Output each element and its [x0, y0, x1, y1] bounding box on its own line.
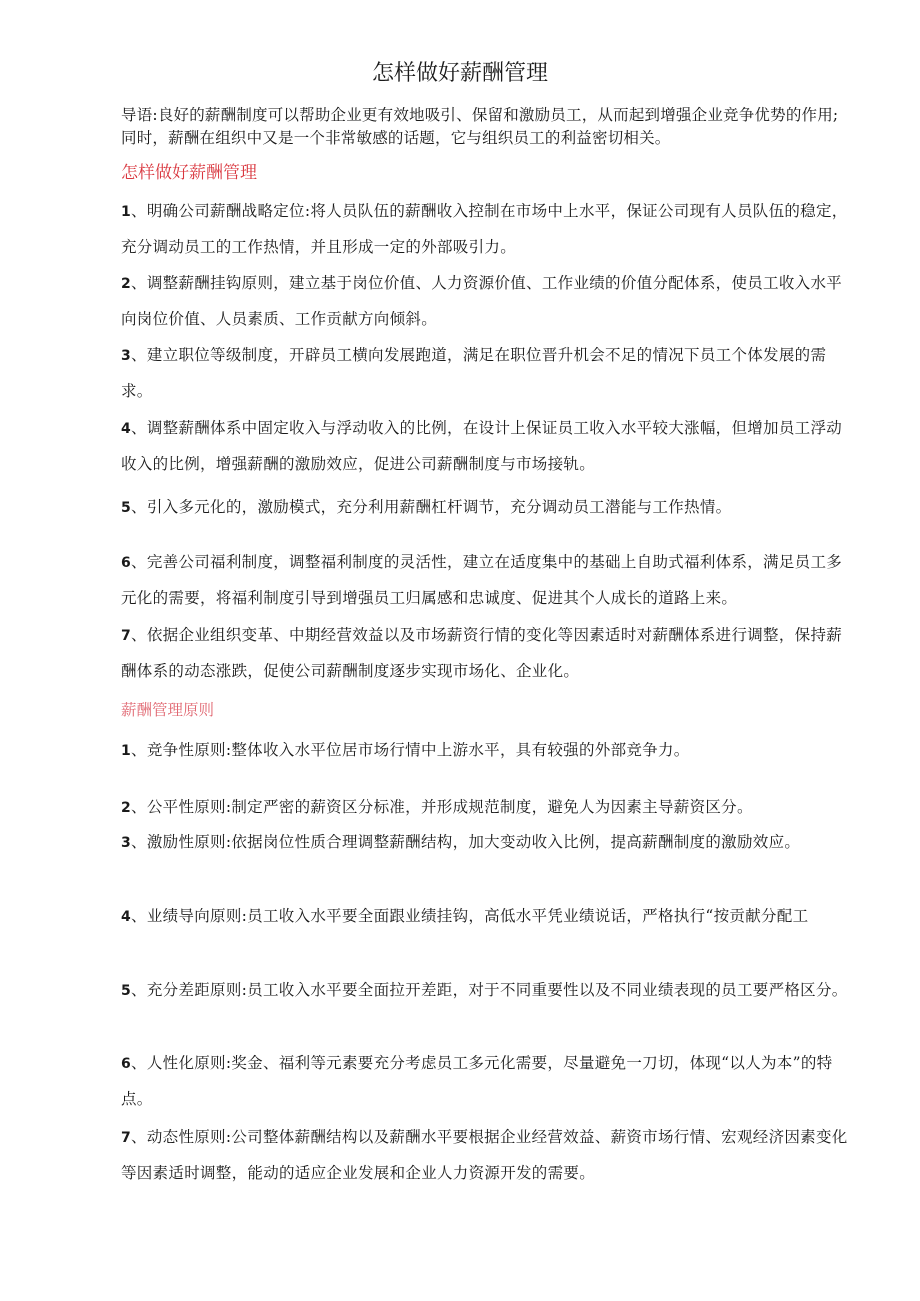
item-number: 1 — [121, 743, 132, 759]
list-item — [121, 338, 856, 409]
item-text: 、动态性原则:公司整体薪酬结构以及薪酬水平要根据企业经营效益、薪资市场行情、宏观经济因素变化等因素适时调整，能动的适应企业发展和企业人力资源开发的需要。 — [121, 1128, 848, 1182]
item-text: 、明确公司薪酬战略定位:将人员队伍的薪酬收入控制在市场中上水平，保证公司现有人员队伍的稳定，充分调动员工的工作热情，并且形成一定的外部吸引力。 — [121, 202, 848, 256]
item-text: 、调整薪酬挂钩原则，建立基于岗位价值、人力资源价值、工作业绩的价值分配体系，使员工收入水平向岗位价值、人员素质、工作贡献方向倾斜。 — [121, 274, 843, 328]
item-text: 、完善公司福利制度，调整福利制度的灵活性，建立在适度集中的基础上自助式福利体系，满足员工多元化的需要，将福利制度引导到增强员工归属感和忠诚度、促进其个人成长的道路上来。 — [121, 553, 843, 607]
item-text: 、调整薪酬体系中固定收入与浮动收入的比例，在设计上保证员工收入水平较大涨幅，但增加员工浮动收入的比例，增强薪酬的激励效应，促进公司薪酬制度与市场接轨。 — [121, 419, 843, 473]
list-item — [121, 1046, 856, 1117]
item-text: 、充分差距原则:员工收入水平要全面拉开差距，对于不同重要性以及不同业绩表现的员工要严格区分。 — [131, 981, 848, 999]
list-item — [121, 411, 856, 482]
list-item — [121, 194, 856, 265]
list-item — [121, 733, 856, 769]
item-number: 7 — [121, 628, 132, 644]
item-text: 、引入多元化的，激励模式，充分利用薪酬杠杆调节，充分调动员工潜能与工作热情。 — [131, 498, 732, 516]
list-item — [121, 618, 856, 689]
item-number: 4 — [121, 909, 132, 925]
list-item — [121, 899, 856, 935]
item-number: 7 — [121, 1130, 132, 1146]
document-title: 怎样做好薪酬管理 — [371, 61, 548, 86]
item-number: 6 — [121, 1056, 132, 1072]
section-heading-how-to: 怎样做好薪酬管理 — [121, 163, 257, 183]
item-number: 2 — [121, 276, 132, 292]
item-number: 1 — [121, 204, 132, 220]
list-item — [121, 1120, 856, 1191]
intro-paragraph: 导语:良好的薪酬制度可以帮助企业更有效地吸引、保留和激励员工，从而起到增强企业竞争优势的作用;同时，薪酬在组织中又是一个非常敏感的话题，它与组织员工的利益密切相关。 — [121, 106, 839, 147]
item-number: 5 — [121, 500, 132, 516]
item-text: 、竞争性原则:整体收入水平位居市场行情中上游水平，具有较强的外部竞争力。 — [131, 741, 690, 759]
item-text: 、业绩导向原则:员工收入水平要全面跟业绩挂钩，高低水平凭业绩说话，严格执行“按贡献分配工 — [131, 907, 809, 925]
list-item — [121, 266, 856, 337]
item-number: 3 — [121, 348, 132, 364]
item-text: 、激励性原则:依据岗位性质合理调整薪酬结构，加大变动收入比例，提高薪酬制度的激励效应。 — [131, 833, 801, 851]
list-item — [121, 825, 856, 861]
item-number: 5 — [121, 983, 132, 999]
list-item — [121, 790, 856, 826]
list-item — [121, 973, 856, 1009]
item-number: 2 — [121, 800, 132, 816]
list-item — [121, 545, 856, 616]
item-text: 、依据企业组织变革、中期经营效益以及市场薪资行情的变化等因素适时对薪酬体系进行调整，保持薪酬体系的动态涨跌，促使公司薪酬制度逐步实现市场化、企业化。 — [121, 626, 843, 680]
section-heading-principles: 薪酬管理原则 — [121, 701, 215, 719]
item-text: 、公平性原则:制定严密的薪资区分标准，并形成规范制度，避免人为因素主导薪资区分。 — [131, 798, 753, 816]
item-number: 6 — [121, 555, 132, 571]
item-number: 4 — [121, 421, 132, 437]
item-text: 、人性化原则:奖金、福利等元素要充分考虑员工多元化需要，尽量避免一刀切，体现“以人为本”的特点。 — [121, 1054, 833, 1108]
item-text: 、建立职位等级制度，开辟员工横向发展跑道，满足在职位晋升机会不足的情况下员工个体发展的需求。 — [121, 346, 827, 400]
item-number: 3 — [121, 835, 132, 851]
list-item — [121, 490, 856, 526]
